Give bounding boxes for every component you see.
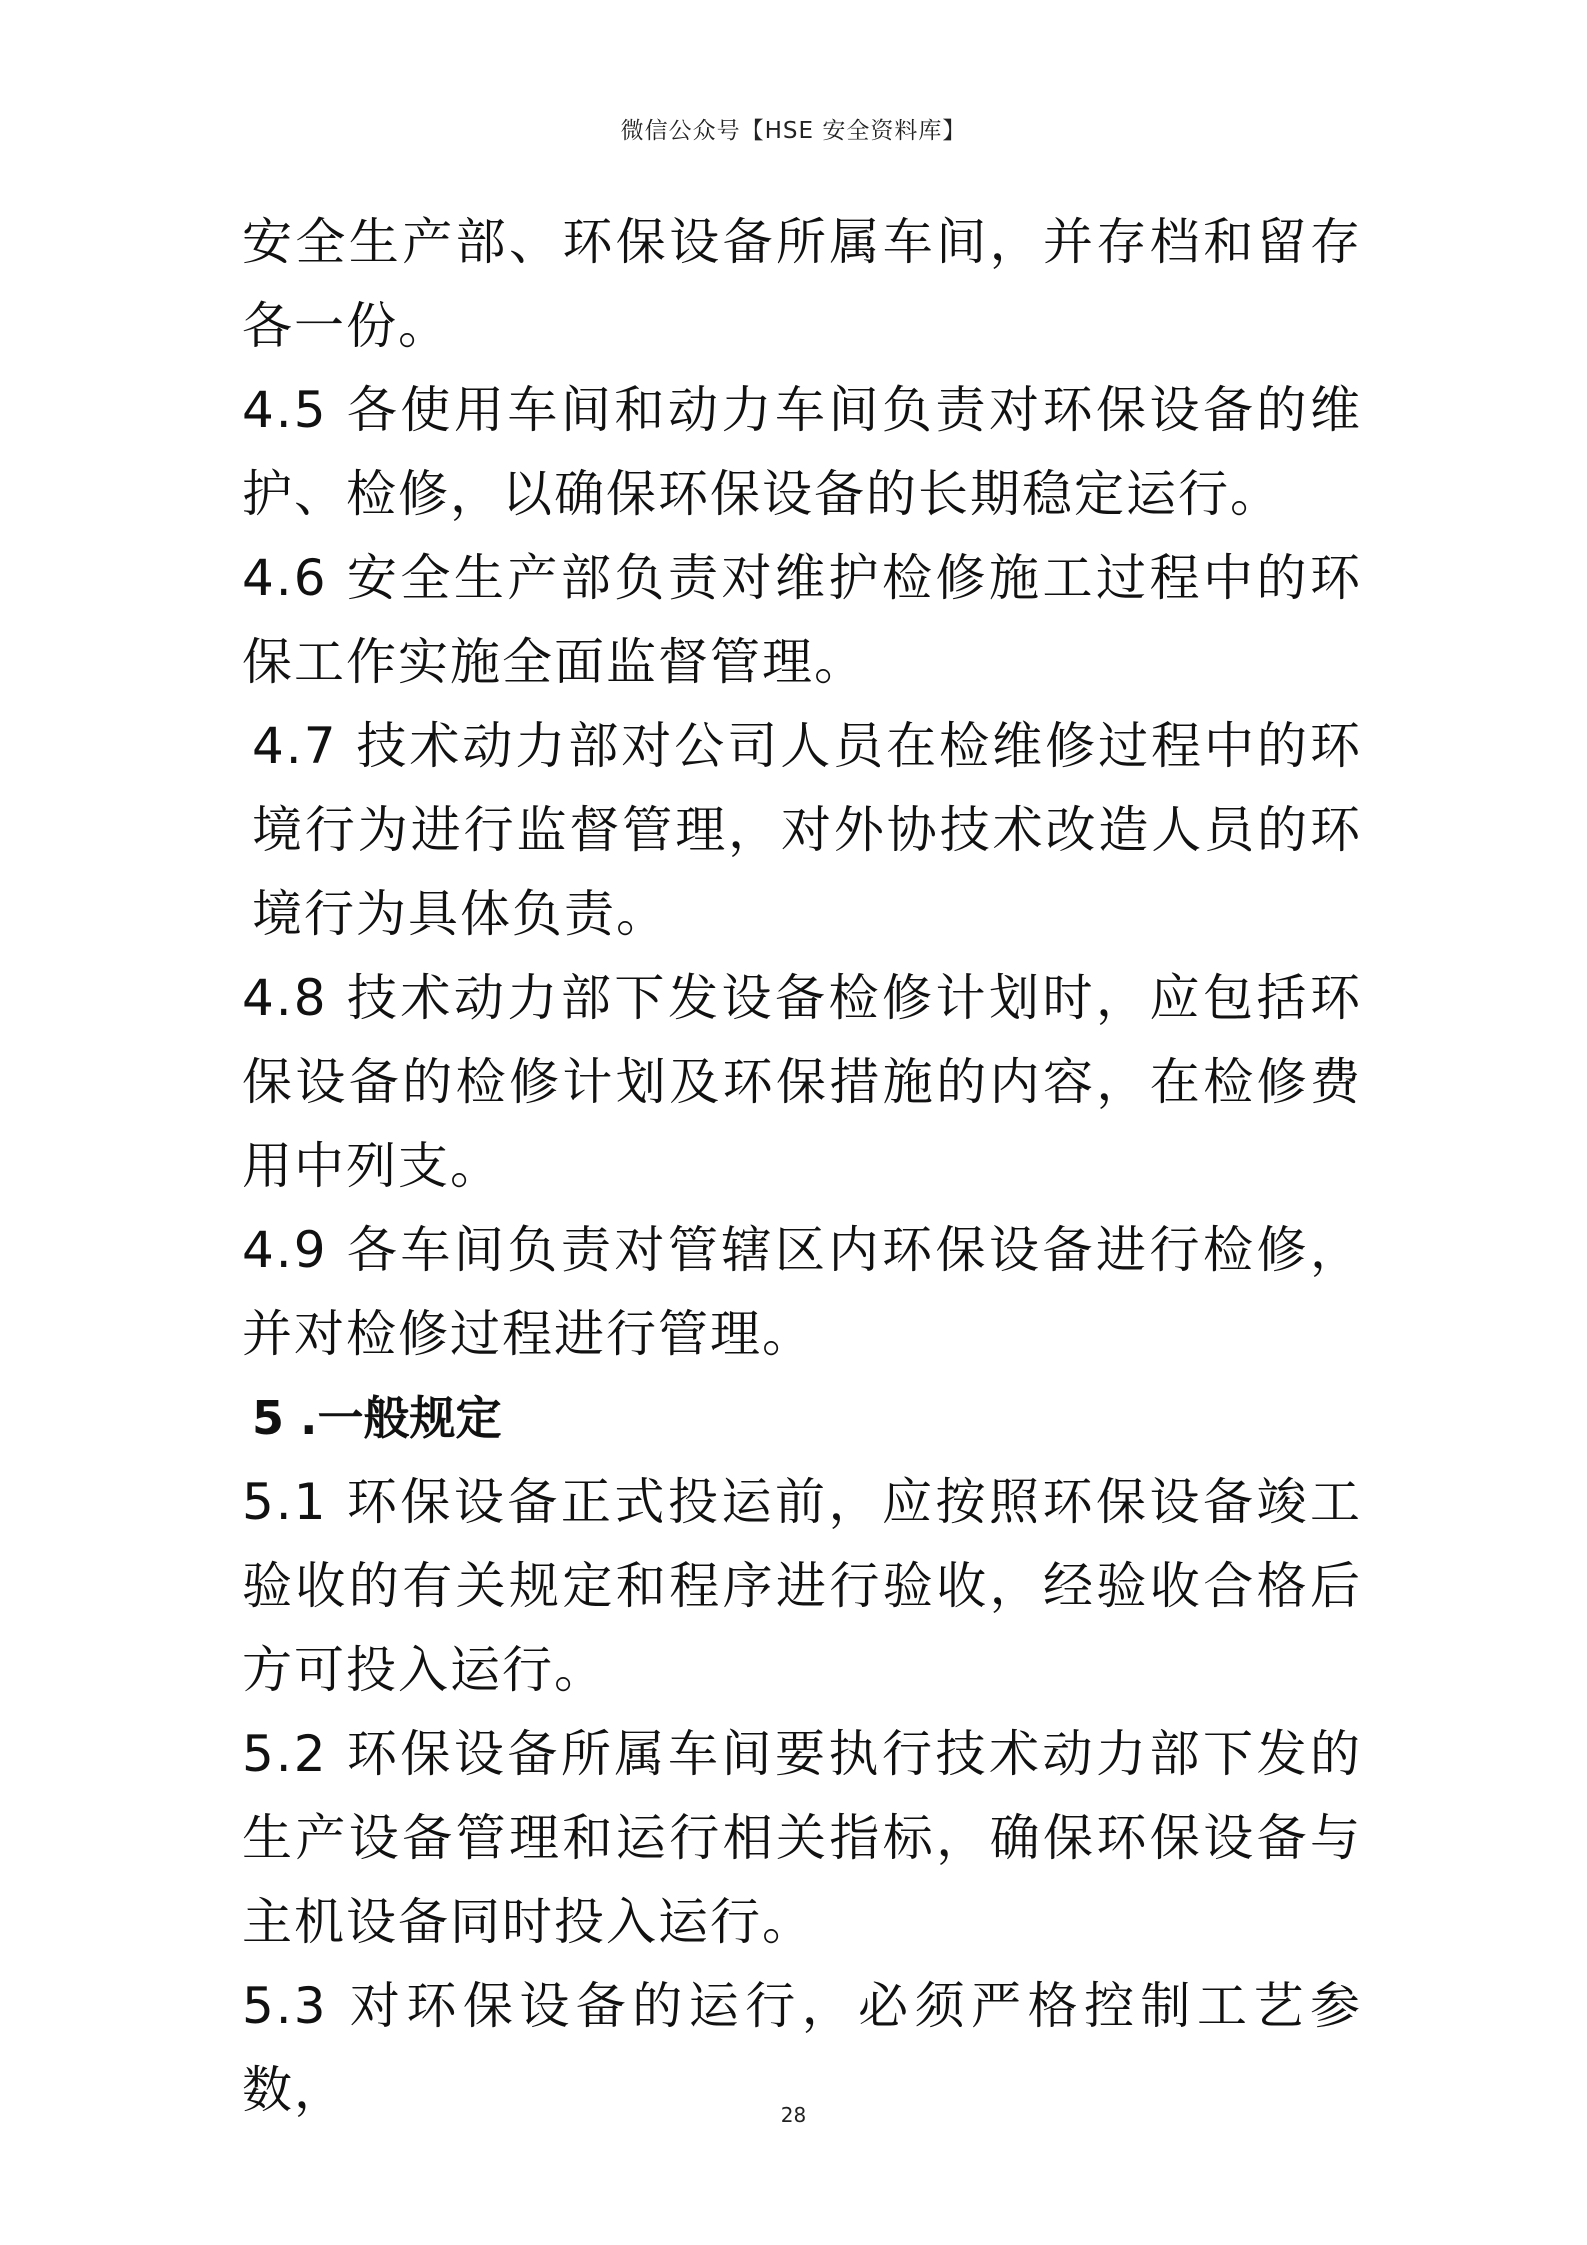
paragraph-4-7: 4.7 技术动力部对公司人员在检维修过程中的环境行为进行监督管理，对外协技术改造人员的环境行为具体负责。 [252,717,1362,943]
paragraph-5-1: 5.1 环保设备正式投运前，应按照环保设备竣工验收的有关规定和程序进行验收，经验收合格后方可投入运行。 [242,1473,1362,1699]
paragraph-5-2: 5.2 环保设备所属车间要执行技术动力部下发的生产设备管理和运行相关指标，确保环保设备与主机设备同时投入运行。 [242,1725,1362,1951]
paragraph-continuation: 安全生产部、环保设备所属车间，并存档和留存各一份。 [242,213,1362,355]
paragraph-4-5: 4.5 各使用车间和动力车间负责对环保设备的维护、检修，以确保环保设备的长期稳定运行。 [242,381,1362,523]
document-body [242,200,1362,2132]
paragraph-4-8: 4.8 技术动力部下发设备检修计划时，应包括环保设备的检修计划及环保措施的内容，在检修费用中列支。 [242,969,1362,1195]
page-number: 28 [780,2103,807,2127]
paragraph-5-3: 5.3 对环保设备的运行，必须严格控制工艺参数， [242,1977,1362,2119]
paragraph-4-6: 4.6 安全生产部负责对维护检修施工过程中的环保工作实施全面监督管理。 [242,549,1362,691]
section-heading-5: 5 .一般规定 [252,1391,502,1445]
page-header: 微信公众号【HSE 安全资料库】 [620,118,967,144]
paragraph-4-9: 4.9 各车间负责对管辖区内环保设备进行检修，并对检修过程进行管理。 [242,1221,1362,1363]
